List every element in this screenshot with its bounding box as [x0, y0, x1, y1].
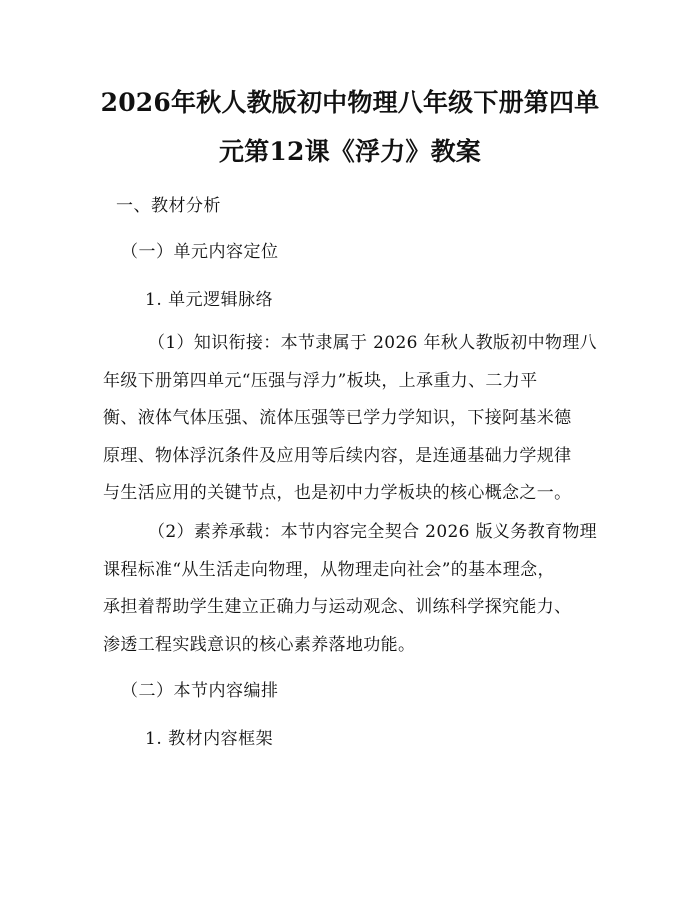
- subsection-heading-unit-positioning: （一）单元内容定位: [121, 242, 279, 262]
- document-title: [88, 78, 612, 176]
- paragraph-line: 衡、液体气体压强、流体压强等已学力学知识，下接阿基米德: [103, 408, 572, 428]
- paragraph-line: 渗透工程实践意识的核心素养落地功能。: [103, 634, 416, 655]
- paragraph-line: 年级下册第四单元“压强与浮力”板块，上承重力、二力平: [103, 370, 538, 391]
- paragraph-line: 课程标准“从生活走向物理，从物理走向社会”的基本理念，: [103, 559, 555, 580]
- title-line-1: 2026年秋人教版初中物理八年级下册第四单: [100, 88, 600, 117]
- item-heading-unit-logic: 1. 单元逻辑脉络: [145, 290, 274, 310]
- paragraph-line: 承担着帮助学生建立正确力与运动观念、训练科学探究能力、: [103, 597, 572, 617]
- section-heading-teaching-material-analysis: 一、教材分析: [116, 196, 221, 216]
- paragraph-line: 与生活应用的关键节点，也是初中力学板块的核心概念之一。: [103, 483, 572, 503]
- paragraph-line: （2）素养承载：本节内容完全契合 2026 版义务教育物理: [148, 522, 598, 542]
- item-heading-content-framework: 1. 教材内容框架: [145, 729, 274, 749]
- paragraph-line: （1）知识衔接：本节隶属于 2026 年秋人教版初中物理八: [148, 333, 598, 353]
- title-line-2: 元第12课《浮力》教案: [219, 137, 481, 166]
- paragraph-line: 原理、物体浮沉条件及应用等后续内容，是连通基础力学规律: [103, 445, 572, 466]
- paragraph-knowledge-connection: [103, 325, 599, 513]
- subsection-heading-content-arrangement: （二）本节内容编排: [121, 681, 279, 701]
- paragraph-literacy-support: [103, 514, 599, 664]
